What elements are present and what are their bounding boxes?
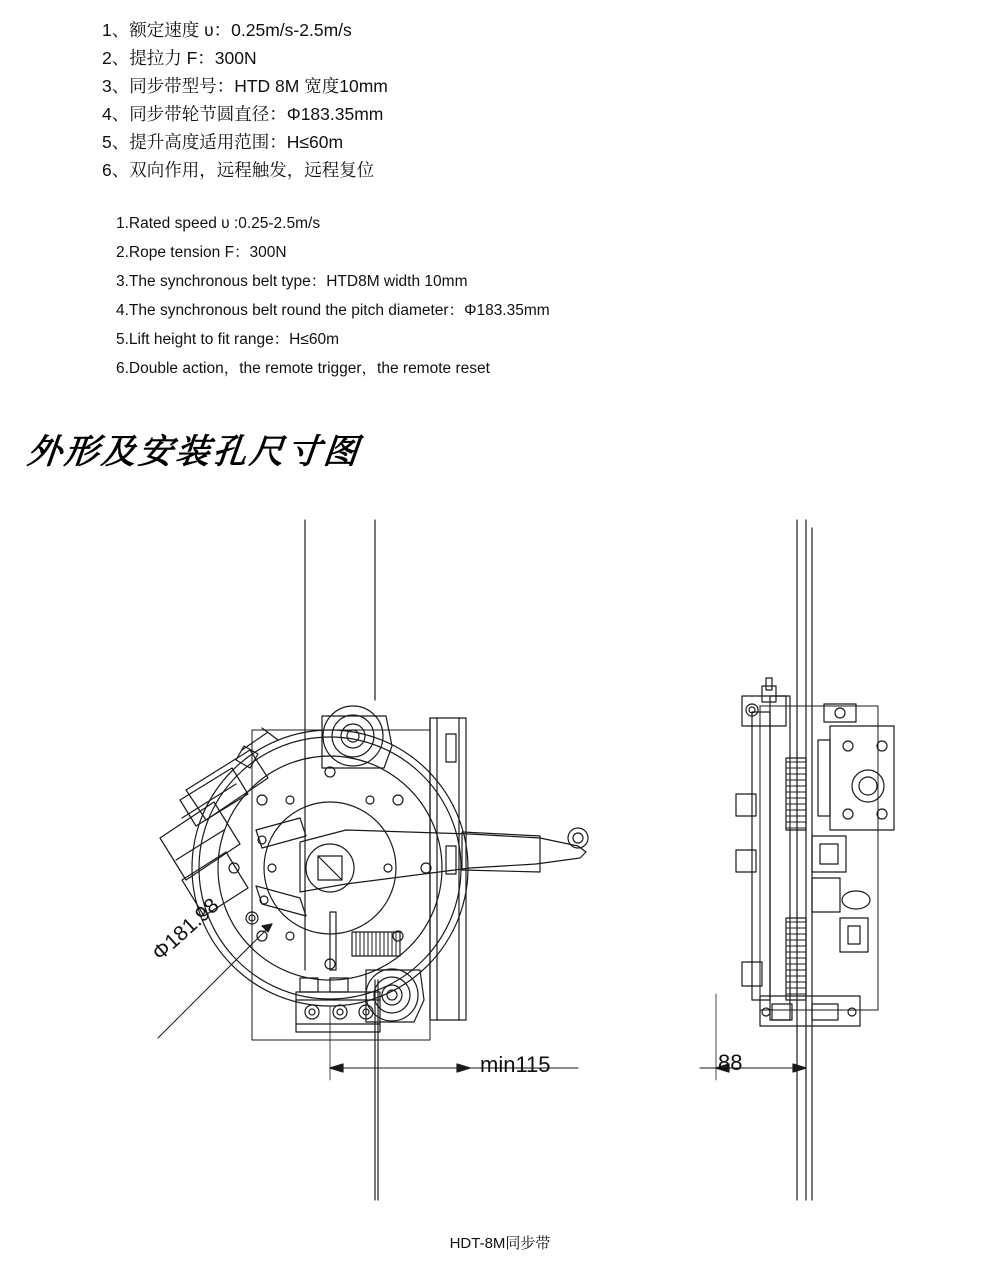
spec-en-item: 5.Lift height to fit range：H≤60m <box>116 331 340 348</box>
specification-list-chinese <box>102 16 802 184</box>
spec-en-item: 1.Rated speed υ :0.25-2.5m/s <box>116 215 321 232</box>
side-width-dimension-label: 88 <box>718 1050 743 1075</box>
spec-cn-item: 1、额定速度 υ：0.25m/s-2.5m/s <box>102 20 352 40</box>
drawing-svg <box>0 500 1000 1220</box>
front-view <box>160 520 588 1200</box>
spec-cn-item: 3、同步带型号：HTD 8M 宽度10mm <box>102 76 388 96</box>
section-heading: 外形及安装孔尺寸图 <box>25 434 363 471</box>
spec-cn-item: 5、提升高度适用范围：H≤60m <box>102 132 344 152</box>
min-width-dimension-label: min115 <box>480 1052 551 1077</box>
spec-cn-item: 4、同步带轮节圆直径：Φ183.35mm <box>102 104 384 124</box>
spec-en-item: 2.Rope tension F：300N <box>116 244 287 261</box>
spec-cn-item: 2、提拉力 F：300N <box>102 48 257 68</box>
specification-list-english <box>116 209 876 383</box>
spec-en-item: 4.The synchronous belt round the pitch diameter：Φ183.35mm <box>116 302 550 319</box>
technical-drawing <box>0 500 1000 1220</box>
spec-en-item: 6.Double action，the remote trigger，the remote reset <box>116 360 490 377</box>
side-view <box>736 520 894 1200</box>
diameter-dimension-label: Φ181.98 <box>148 893 224 966</box>
figure-caption: HDT-8M同步带 <box>449 1235 551 1252</box>
spec-en-item: 3.The synchronous belt type：HTD8M width 10mm <box>116 273 468 290</box>
spec-cn-item: 6、双向作用，远程触发，远程复位 <box>102 160 375 180</box>
